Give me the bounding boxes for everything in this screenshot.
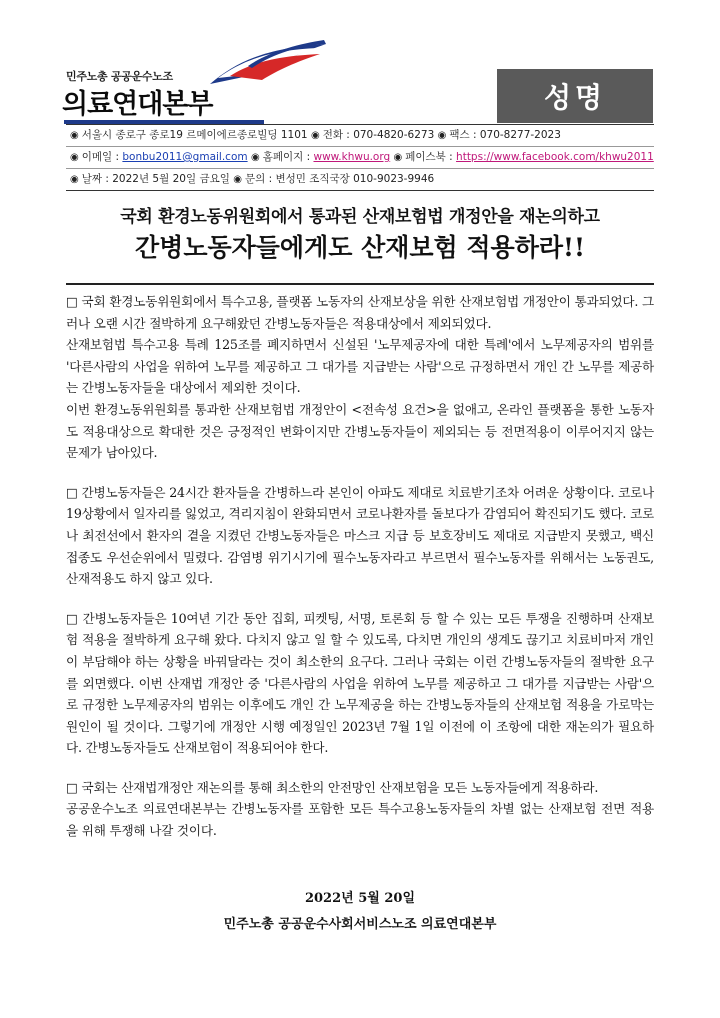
bullet-icon: ◉	[70, 130, 79, 141]
contact-label: 문의 :	[244, 173, 276, 185]
phone: 070-4820-6273	[353, 129, 435, 141]
email-link[interactable]: bonbu2011@gmail.com	[122, 151, 248, 163]
paragraph-3	[66, 608, 654, 759]
email-label: 이메일 :	[81, 151, 123, 163]
statement-body	[66, 283, 654, 842]
facebook-link[interactable]: https://www.facebook.com/khwu2011	[456, 151, 654, 163]
paragraph-text: □ 간병노동자들은 24시간 환자들을 간병하느라 본인이 아파도 제대로 치료받기조차 어려운 상황이다. 코로나 19상황에서 일자리를 잃었고, 격리지침이 완화되면서 코로나환자를 돌보다가 감염되어 확진되기도 했다. 코로나 최전선에서 환자의 곁을 지켰던 간병노동자들은 마스크 지급 등 보호장비도 제대로 지급받지 못했고, 백신접종도 우선순위에서 밀렸다. 감염병 위기시기에 필수노동자라고 부르면서 필수노동자를 위해서는 노동권도, 산재적용도 하지 않고 있다.	[66, 484, 654, 587]
doc-type-badge: 성명	[497, 69, 653, 123]
address: 서울시 종로구 종로19 르메이에르종로빌딩 1101	[81, 129, 308, 141]
statement-title: 간병노동자들에게도 산재보험 적용하라!!	[135, 233, 585, 262]
info-row-date	[66, 169, 654, 190]
contact: 변성민 조직국장 010-9023-9946	[275, 173, 435, 185]
date: 2022년 5월 20일 금요일	[112, 173, 230, 185]
flag-logo-icon	[208, 40, 328, 86]
paragraph-2	[66, 482, 654, 590]
closing-date: 2022년 5월 20일	[304, 891, 416, 906]
paragraph-text: □ 국회는 산재법개정안 재논의를 통해 최소한의 안전망인 산재보험을 모든 노동자들에게 적용하라.	[66, 779, 599, 795]
paragraph-text: 이번 환경노동위원회를 통과한 산재보험법 개정안이 <전속성 요건>을 없애고, 온라인 플랫폼을 통한 노동자도 적용대상으로 확대한 것은 긍정적인 변화이지만 간병노동자들이 제외되는 등 전면적용이 이루어지지 않는 문제가 남아있다.	[66, 401, 654, 461]
paragraph-4	[66, 777, 654, 842]
statement-subtitle: 국회 환경노동위원회에서 통과된 산재보험법 개정안을 재논의하고	[120, 207, 600, 227]
org-small-name: 민주노총 공공운수노조	[66, 70, 173, 83]
bullet-icon: ◉	[310, 130, 320, 141]
bullet-icon: ◉	[437, 130, 447, 141]
paragraph-text: □ 간병노동자들은 10여년 기간 동안 집회, 피켓팅, 서명, 토론회 등 할 수 있는 모든 투쟁을 진행하며 산재보험 적용을 절박하게 요구해 왔다. 다치지 않고 일 할 수 있도록, 다치면 개인의 생계도 끊기고 치료비마저 개인이 부담해야 하는 상황을 바꿔달라는 것이 최소한의 요구다. 그러나 국회는 이런 간병노동자들의 절박한 요구를 외면했다. 이번 산재법 개정안 중 '다른사람의 사업을 위하여 노무를 제공하고 그 대가를 지급받는 사람'으로 규정한 노무제공자의 범위는 이후에도 개인 간 노무제공을 하는 간병노동자들의 산재보험 적용을 가로막는 원인이 될 것이다. 그렇기에 개정안 시행 예정일인 2023년 7월 1일 이전에 이 조항에 대한 재논의가 필요하다. 간병노동자들도 산재보험이 적용되어야 한다.	[66, 610, 654, 756]
contact-info	[66, 124, 654, 191]
phone-label: 전화 :	[322, 129, 354, 141]
fax: 070-8277-2023	[479, 129, 561, 141]
union-logo	[60, 40, 300, 120]
info-row-address	[66, 125, 654, 147]
homepage-link[interactable]: www.khwu.org	[313, 151, 391, 163]
bullet-icon: ◉	[233, 174, 242, 185]
bullet-icon: ◉	[70, 152, 79, 163]
org-big-name: 의료연대본부	[62, 89, 213, 120]
fax-label: 팩스 :	[449, 129, 480, 141]
facebook-label: 페이스북 :	[405, 151, 457, 163]
info-row-web	[66, 147, 654, 169]
bullet-icon: ◉	[393, 152, 403, 163]
bullet-icon: ◉	[70, 174, 79, 185]
date-label: 날짜 :	[81, 173, 113, 185]
bullet-icon: ◉	[250, 152, 260, 163]
paragraph-1	[66, 291, 654, 464]
closing-org: 민주노총 공공운수사회서비스노조 의료연대본부	[223, 917, 497, 932]
paragraph-text: 공공운수노조 의료연대본부는 간병노동자를 포함한 모든 특수고용노동자들의 차별 없는 산재보험 전면 적용을 위해 투쟁해 나갈 것이다.	[66, 801, 654, 839]
homepage-label: 홈페이지 :	[262, 151, 314, 163]
paragraph-text: 산재보험법 특수고용 특례 125조를 폐지하면서 신설된 '노무제공자에 대한 특례'에서 노무제공자의 범위를 '다른사람의 사업을 위하여 노무를 제공하고 그 대가를 지급받는 사람'으로 규정하면서 개인 간 노무를 제공하는 간병노동자들을 대상에서 제외한 것이다.	[66, 337, 654, 396]
paragraph-text: □ 국회 환경노동위원회에서 특수고용, 플랫폼 노동자의 산재보상을 위한 산재보험법 개정안이 통과되었다. 그러나 오랜 시간 절박하게 요구해왔던 간병노동자들은 적용대상에서 제외되었다.	[66, 294, 654, 331]
